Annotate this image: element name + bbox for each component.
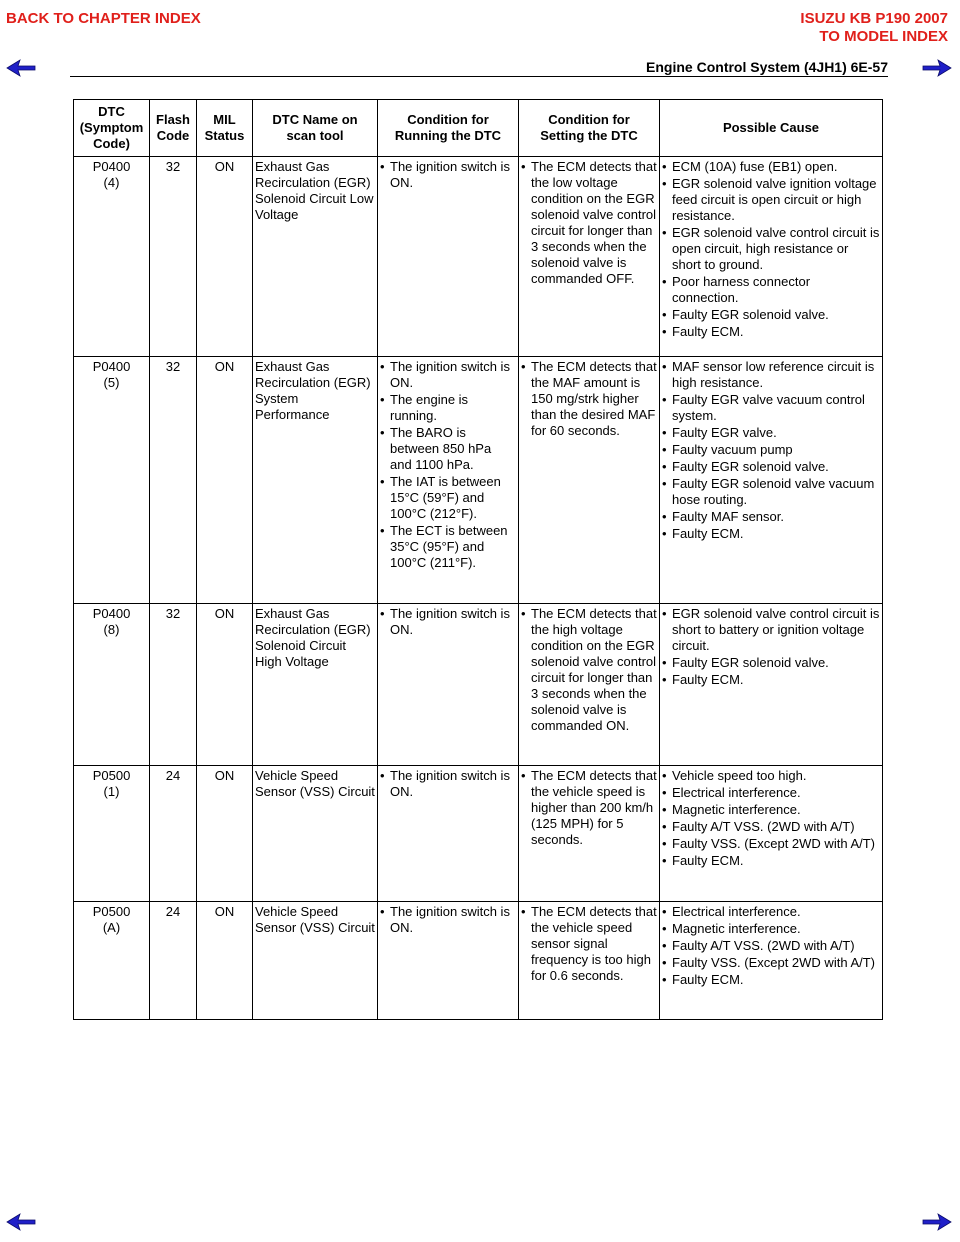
symptom-code: (5): [103, 375, 120, 390]
flash-code-cell: 32: [150, 357, 197, 604]
dtc-code-cell: [74, 157, 150, 357]
running-condition-list: [380, 904, 516, 936]
running-condition-list: [380, 768, 516, 800]
bullet-item: • Faulty MAF sensor.: [662, 509, 880, 525]
possible-cause-list: [662, 768, 880, 869]
dtc-code-cell: [74, 902, 150, 1020]
bullet-item: • The engine is running.: [380, 392, 516, 424]
possible-cause-list: [662, 606, 880, 688]
bullet-item: • The ECM detects that the vehicle speed sensor signal frequency is too high for 0.6 seconds.: [521, 904, 657, 984]
model-title-link[interactable]: ISUZU KB P190 2007: [800, 10, 948, 27]
bullet-item: • Faulty VSS. (Except 2WD with A/T): [662, 836, 880, 852]
mil-status-cell: ON: [197, 604, 253, 766]
header-possible-cause: Possible Cause: [660, 100, 883, 157]
header-mil-status: MIL Status: [197, 100, 253, 157]
flash-code-cell: 32: [150, 157, 197, 357]
bullet-item: • ECM (10A) fuse (EB1) open.: [662, 159, 880, 175]
running-condition-cell: [378, 357, 519, 604]
bullet-item: • The ECM detects that the low voltage condition on the EGR solenoid valve control circuit for longer than 3 seconds when the solenoid valve is commanded OFF.: [521, 159, 657, 287]
running-condition-list: [380, 159, 516, 191]
bullet-item: • Electrical interference.: [662, 785, 880, 801]
bullet-item: • The ignition switch is ON.: [380, 768, 516, 800]
possible-cause-list: [662, 359, 880, 542]
bullet-item: • Faulty ECM.: [662, 972, 880, 988]
bullet-item: • Faulty EGR solenoid valve.: [662, 655, 880, 671]
symptom-code: (1): [103, 784, 120, 799]
dtc-name-cell: Exhaust Gas Recirculation (EGR) System Performance: [253, 357, 378, 604]
dtc-code-cell: [74, 357, 150, 604]
setting-condition-cell: [519, 157, 660, 357]
bullet-item: • Faulty ECM.: [662, 526, 880, 542]
header-divider: [70, 76, 888, 77]
dtc-name-cell: Exhaust Gas Recirculation (EGR) Solenoid Circuit High Voltage: [253, 604, 378, 766]
bullet-item: • The ignition switch is ON.: [380, 159, 516, 191]
header-flash-code: Flash Code: [150, 100, 197, 157]
mil-status-cell: ON: [197, 157, 253, 357]
bullet-item: • Faulty ECM.: [662, 324, 880, 340]
bullet-item: • The BARO is between 850 hPa and 1100 hPa.: [380, 425, 516, 473]
bullet-item: • The IAT is between 15°C (59°F) and 100°C (212°F).: [380, 474, 516, 522]
previous-page-arrow-icon[interactable]: [6, 58, 36, 78]
running-condition-cell: [378, 766, 519, 902]
setting-condition-list: [521, 768, 657, 848]
bullet-item: • Faulty A/T VSS. (2WD with A/T): [662, 938, 880, 954]
page-header-title: Engine Control System (4JH1) 6E-57: [646, 59, 888, 75]
symptom-code: (A): [102, 920, 121, 935]
table-header-row: [74, 100, 883, 157]
bullet-item: • Faulty A/T VSS. (2WD with A/T): [662, 819, 880, 835]
bullet-item: • Faulty VSS. (Except 2WD with A/T): [662, 955, 880, 971]
running-condition-cell: [378, 902, 519, 1020]
possible-cause-cell: [660, 357, 883, 604]
running-condition-cell: [378, 604, 519, 766]
bullet-item: • Faulty ECM.: [662, 853, 880, 869]
header-dtc-name: DTC Name on scan tool: [253, 100, 378, 157]
header-running-condition: Condition for Running the DTC: [378, 100, 519, 157]
bullet-item: • The ECM detects that the MAF amount is 150 mg/strk higher than the desired MAF for 60 seconds.: [521, 359, 657, 439]
running-condition-list: [380, 606, 516, 638]
symptom-code: (4): [103, 175, 120, 190]
flash-code-cell: 32: [150, 604, 197, 766]
bullet-item: • Faulty EGR solenoid valve.: [662, 459, 880, 475]
table-row: [74, 902, 883, 1020]
setting-condition-cell: [519, 604, 660, 766]
dtc-code: P0400: [92, 606, 131, 621]
bullet-item: • The ignition switch is ON.: [380, 359, 516, 391]
possible-cause-cell: [660, 766, 883, 902]
bullet-item: • Faulty EGR valve.: [662, 425, 880, 441]
bullet-item: • Magnetic interference.: [662, 921, 880, 937]
mil-status-cell: ON: [197, 766, 253, 902]
dtc-code: P0500: [92, 768, 131, 783]
flash-code-cell: 24: [150, 766, 197, 902]
mil-status-cell: ON: [197, 357, 253, 604]
running-condition-cell: [378, 157, 519, 357]
possible-cause-cell: [660, 157, 883, 357]
table-row: [74, 766, 883, 902]
bullet-item: • The ECM detects that the vehicle speed is higher than 200 km/h (125 MPH) for 5 seconds.: [521, 768, 657, 848]
setting-condition-cell: [519, 902, 660, 1020]
header-dtc: DTC (Symptom Code): [74, 100, 150, 157]
dtc-name-cell: Vehicle Speed Sensor (VSS) Circuit: [253, 766, 378, 902]
table-row: [74, 357, 883, 604]
bullet-item: • MAF sensor low reference circuit is high resistance.: [662, 359, 880, 391]
possible-cause-cell: [660, 604, 883, 766]
to-model-index-link[interactable]: TO MODEL INDEX: [819, 28, 948, 45]
setting-condition-cell: [519, 766, 660, 902]
bullet-item: • The ignition switch is ON.: [380, 904, 516, 936]
bullet-item: • EGR solenoid valve ignition voltage feed circuit is open circuit or high resistance.: [662, 176, 880, 224]
bullet-item: • Faulty EGR solenoid valve.: [662, 307, 880, 323]
bullet-item: • Magnetic interference.: [662, 802, 880, 818]
dtc-code: P0400: [92, 359, 131, 374]
previous-page-arrow-bottom-icon[interactable]: [6, 1212, 36, 1232]
dtc-code: P0500: [92, 904, 131, 919]
setting-condition-cell: [519, 357, 660, 604]
possible-cause-list: [662, 159, 880, 340]
bullet-item: • The ECM detects that the high voltage condition on the EGR solenoid valve control circuit for longer than 3 seconds when the solenoid valve is commanded ON.: [521, 606, 657, 734]
bullet-item: • Faulty EGR valve vacuum control system.: [662, 392, 880, 424]
bullet-item: • Faulty vacuum pump: [662, 442, 880, 458]
setting-condition-list: [521, 904, 657, 984]
bullet-item: • The ECT is between 35°C (95°F) and 100°C (211°F).: [380, 523, 516, 571]
bullet-item: • Vehicle speed too high.: [662, 768, 880, 784]
next-page-arrow-bottom-icon[interactable]: [922, 1212, 952, 1232]
bullet-item: • The ignition switch is ON.: [380, 606, 516, 638]
header-setting-condition: Condition for Setting the DTC: [519, 100, 660, 157]
possible-cause-cell: [660, 902, 883, 1020]
dtc-name-cell: Vehicle Speed Sensor (VSS) Circuit: [253, 902, 378, 1020]
bullet-item: • Faulty ECM.: [662, 672, 880, 688]
mil-status-cell: ON: [197, 902, 253, 1020]
bullet-item: • EGR solenoid valve control circuit is short to battery or ignition voltage circuit.: [662, 606, 880, 654]
flash-code-cell: 24: [150, 902, 197, 1020]
setting-condition-list: [521, 359, 657, 439]
dtc-name-cell: Exhaust Gas Recirculation (EGR) Solenoid Circuit Low Voltage: [253, 157, 378, 357]
back-to-chapter-index-link[interactable]: BACK TO CHAPTER INDEX: [6, 10, 201, 27]
next-page-arrow-icon[interactable]: [922, 58, 952, 78]
symptom-code: (8): [103, 622, 120, 637]
dtc-table: [73, 99, 883, 1020]
dtc-code: P0400: [92, 159, 131, 174]
table-row: [74, 604, 883, 766]
dtc-code-cell: [74, 604, 150, 766]
bullet-item: • Poor harness connector connection.: [662, 274, 880, 306]
bullet-item: • EGR solenoid valve control circuit is open circuit, high resistance or short to ground.: [662, 225, 880, 273]
table-row: [74, 157, 883, 357]
bullet-item: • Faulty EGR solenoid valve vacuum hose routing.: [662, 476, 880, 508]
bullet-item: • Electrical interference.: [662, 904, 880, 920]
setting-condition-list: [521, 159, 657, 287]
dtc-code-cell: [74, 766, 150, 902]
running-condition-list: [380, 359, 516, 571]
setting-condition-list: [521, 606, 657, 734]
possible-cause-list: [662, 904, 880, 988]
